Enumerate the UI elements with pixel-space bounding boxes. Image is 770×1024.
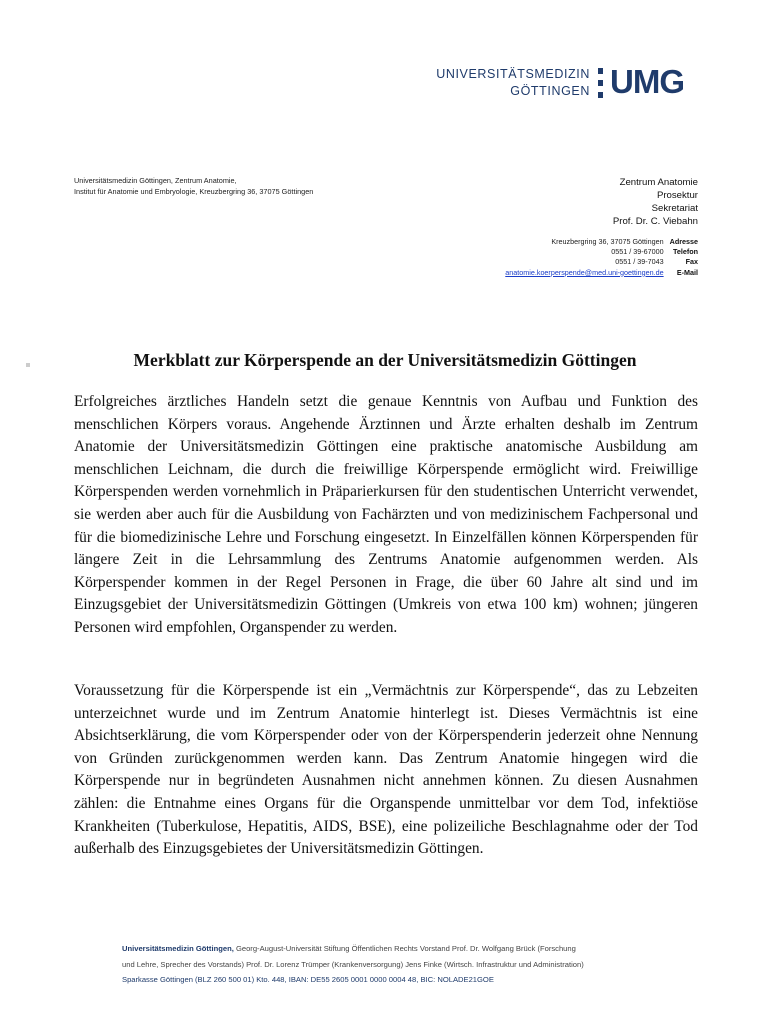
phone-value: 0551 / 39-67000 [611, 247, 664, 257]
logo-wordmark [432, 66, 590, 100]
paragraph-1: Erfolgreiches ärztliches Handeln setzt die genaue Kenntnis von Aufbau und Funktion des menschlichen Körpers voraus. Angehende Ärztinnen und Ärzte erhalten deshalb im Zentrum Anatomie der Universitätsmedizin Göttingen eine praktische anatomische Ausbildung am menschlichen Leichnam, die durch die freiwillige Körperspende ermöglicht wird. Freiwillige Körperspenden werden vornehmlich in Präparierkursen für den studentischen Unterricht verwendet, sie werden aber auch für die Ausbildung von Fachärzten und von medizinischem Fachpersonal und für die biomedizinische Lehre und Forschung eingesetzt. In Einzelfällen können Körperspenden für längere Zeit in die Lehrsammlung des Zentrums Anatomie aufgenommen werden. Als Körperspender kommen in der Regel Personen in Frage, die über 60 Jahre alt sind und im Einzugsgebiet der Universitätsmedizin Göttingen (Umkreis von etwa 100 km) wohnen; jüngeren Personen wird empfohlen, Organspender zu werden. [74, 393, 698, 636]
fax-value: 0551 / 39-7043 [615, 257, 664, 267]
logo-line-1: UNIVERSITÄTSMEDIZIN [436, 67, 590, 81]
detail-row-address [505, 237, 698, 247]
contact-block [613, 176, 698, 228]
footer-line-3: Sparkasse Göttingen (BLZ 260 500 01) Kto. 448, IBAN: DE55 2605 0001 0000 0004 48, BIC: NOLADE21GOE [122, 975, 494, 984]
contact-person: Prof. Dr. C. Viebahn [612, 216, 698, 227]
sender-address [74, 175, 313, 197]
address-value: Kreuzbergring 36, 37075 Göttingen [551, 237, 664, 246]
contact-department: Zentrum Anatomie [619, 177, 698, 188]
email-label: E-Mail [676, 267, 698, 277]
document-title: Merkblatt zur Körperspende an der Universitätsmedizin Göttingen [133, 350, 637, 370]
footer-lead: Universitätsmedizin Göttingen, [122, 944, 234, 953]
footer-line-1 [122, 941, 584, 957]
footer-line-2 [122, 957, 584, 973]
detail-row-phone [505, 247, 698, 257]
contact-details-table [505, 237, 698, 278]
logo-line-2: GÖTTINGEN [510, 84, 590, 98]
contact-section: Prosektur [656, 190, 698, 201]
umg-logo [432, 63, 704, 102]
logo-divider-icon [598, 68, 603, 98]
footer-line-1-rest: Georg-August-Universität Stiftung Öffentlichen Rechts Vorstand Prof. Dr. Wolfgang Brück (Forschung [235, 944, 576, 953]
footer [122, 941, 584, 988]
paragraph-2: Voraussetzung für die Körperspende ist ein „Vermächtnis zur Körperspende“, das zu Lebzeiten unterzeichnet wurde und im Zentrum Anatomie hinterlegt ist. Dieses Vermächtnis ist eine Absichtserklärung, die vom Körperspender oder von der Körperspenderin jederzeit ohne Nennung von Gründen zurückgenommen werden kann. Das Zentrum Anatomie hingegen wird die Körperspende nur in begründeten Ausnahmen nicht annehmen können. Zu diesen Ausnahmen zählen: die Entnahme eines Organs für die Organspende unmittelbar vor dem Tod, infektiöse Krankheiten (Tuberkulose, Hepatitis, AIDS, BSE), eine polizeiliche Beschlagnahme oder der Tod außerhalb des Einzugsgebietes der Universitätsmedizin Göttingen. [74, 682, 698, 858]
footer-line-2-text: und Lehre, Sprecher des Vorstands) Prof. Dr. Lorenz Trümper (Krankenversorgung) Jens Finke (Wirtsch. Infrastruktur und Administration) [122, 959, 584, 969]
detail-row-email [505, 268, 698, 278]
detail-row-fax [505, 257, 698, 267]
sender-line-1: Universitätsmedizin Göttingen, Zentrum Anatomie, [74, 176, 237, 185]
address-label: Adresse [669, 237, 698, 246]
contact-details [505, 237, 698, 278]
email-link[interactable]: anatomie.koerperspende@med.uni-goettingen.de [505, 267, 664, 277]
logo-mark: UMG [610, 63, 684, 100]
phone-label: Telefon [672, 247, 698, 257]
sender-line-2: Institut für Anatomie und Embryologie, Kreuzbergring 36, 37075 Göttingen [74, 187, 314, 196]
fax-label: Fax [685, 257, 698, 267]
contact-office: Sekretariat [651, 203, 698, 214]
